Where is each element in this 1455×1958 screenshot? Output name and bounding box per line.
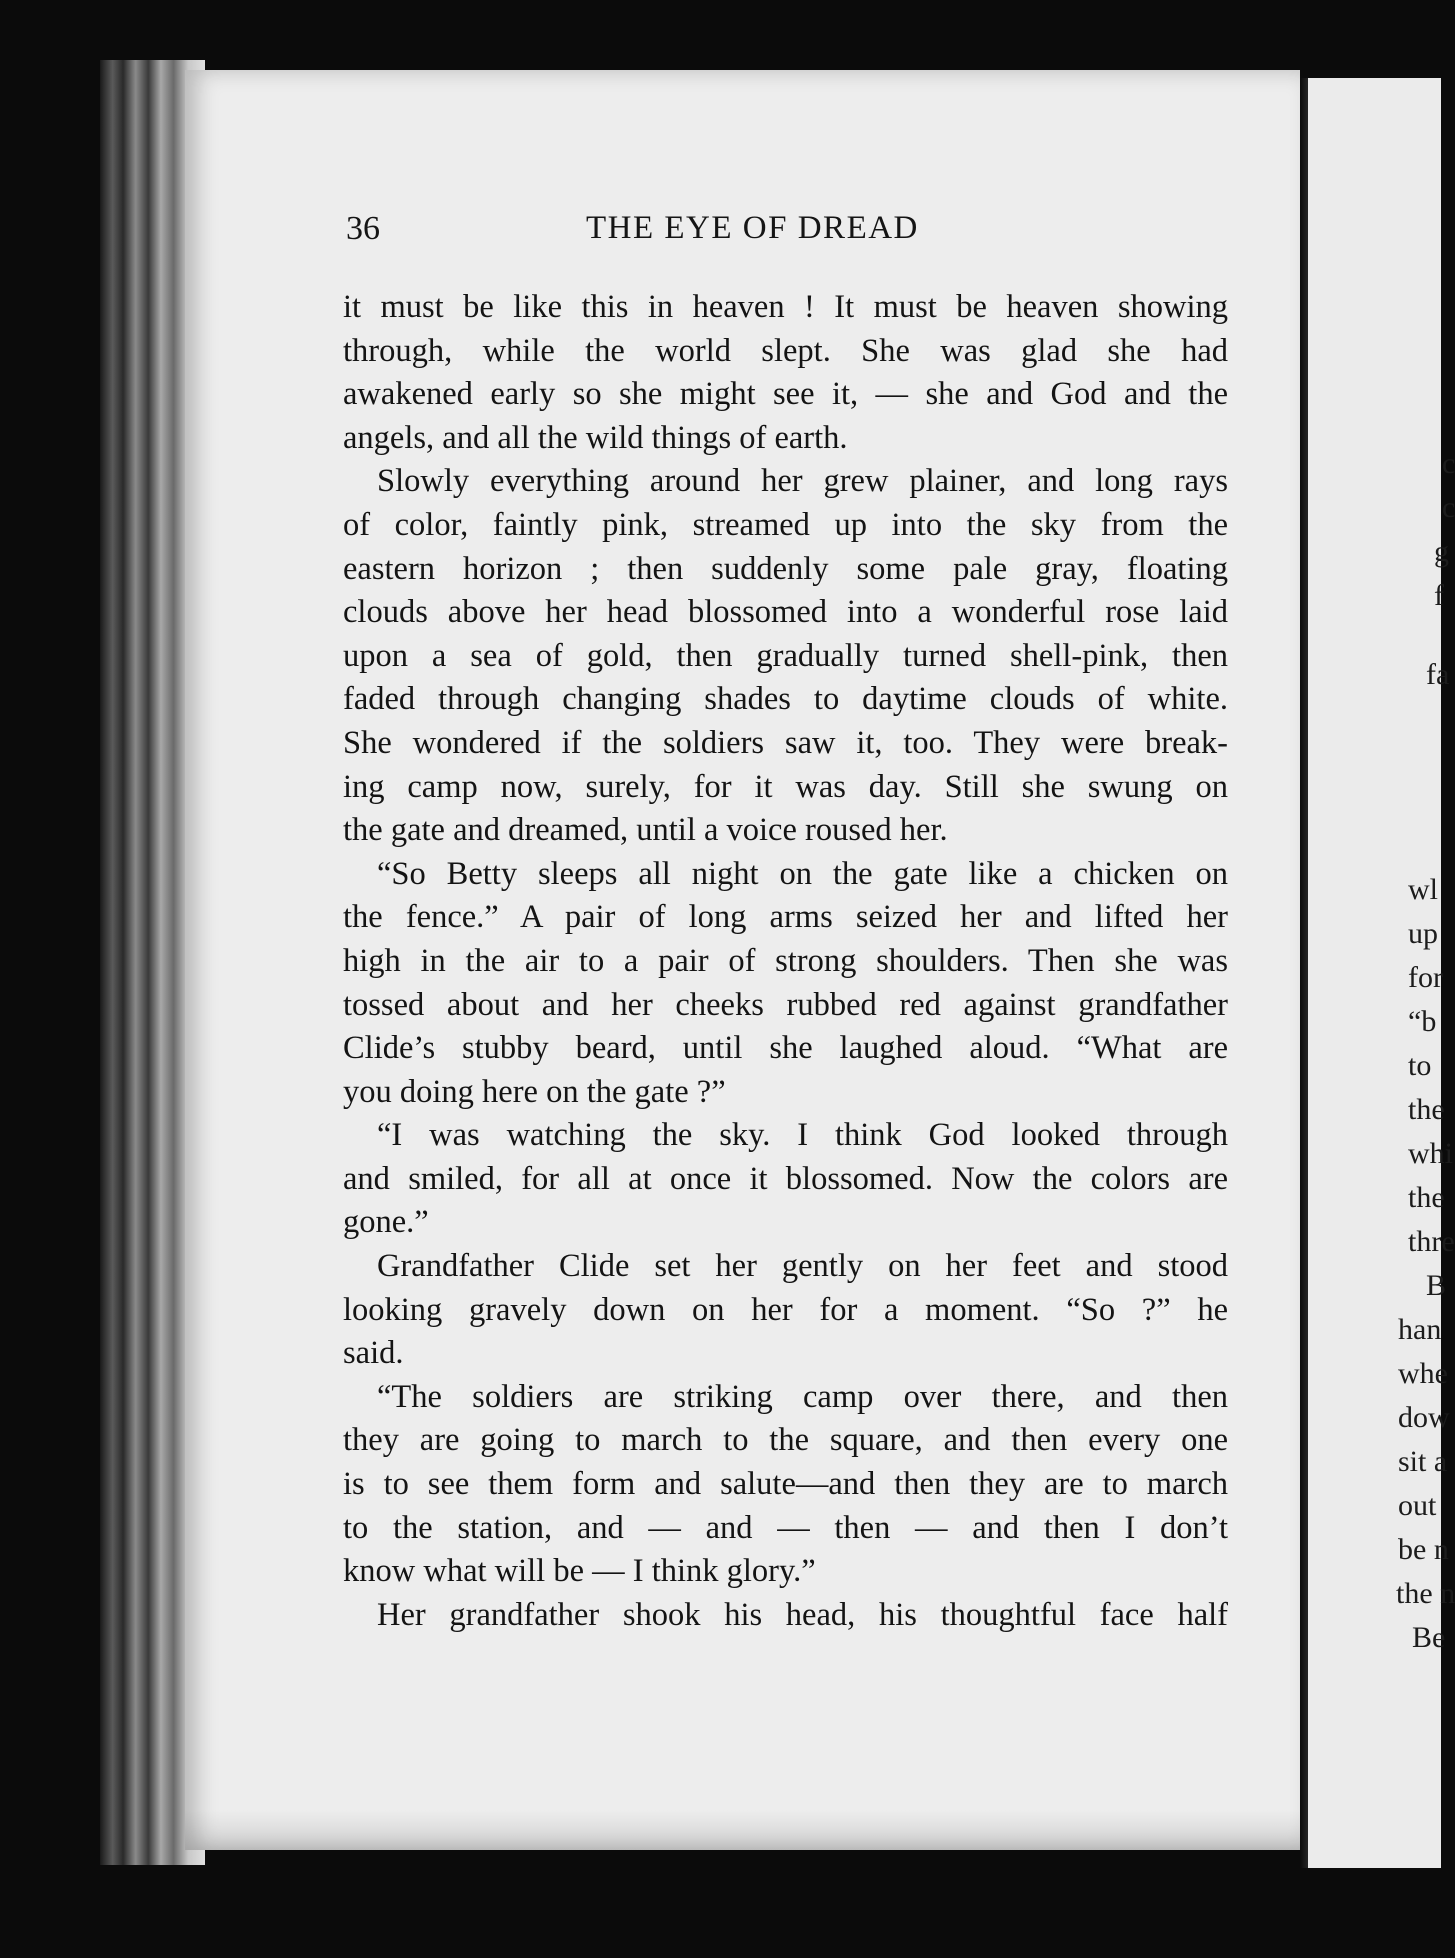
- text-line: awakened early so she might see it, — she and God and the: [343, 376, 1228, 413]
- text-line: the gate and dreamed, until a voice roused her.: [343, 812, 948, 849]
- facing-page-text: sit a: [1398, 1445, 1448, 1478]
- facing-page-text: up: [1408, 917, 1438, 950]
- facing-page-text: the: [1408, 1093, 1445, 1126]
- text-line: upon a sea of gold, then gradually turned shell-pink, then: [343, 637, 1228, 674]
- text-line: Slowly everything around her grew plainer, and long rays: [377, 463, 1228, 500]
- facing-page-text: the n: [1396, 1577, 1455, 1610]
- text-line: gone.”: [343, 1204, 429, 1241]
- facing-page-text: g: [1434, 535, 1449, 568]
- text-line: said.: [343, 1335, 404, 1372]
- body-text: [343, 286, 1228, 1637]
- page-bottom-shadow: [185, 1810, 1300, 1850]
- text-line: it must be like this in heaven ! It must be heaven showing: [343, 289, 1228, 325]
- text-line: Grandfather Clide set her gently on her feet and stood: [377, 1248, 1228, 1285]
- text-line: to the station, and — and — then — and then I don’t: [343, 1509, 1228, 1546]
- facing-page-text: f: [1434, 579, 1444, 612]
- text-line: faded through changing shades to daytime clouds of white.: [343, 681, 1228, 718]
- page-number: 36: [346, 210, 380, 247]
- text-line: “The soldiers are striking camp over there, and then: [377, 1378, 1228, 1415]
- facing-page-text: fa: [1426, 658, 1450, 691]
- text-line: they are going to march to the square, and then every one: [343, 1422, 1228, 1459]
- text-line: is to see them form and salute—and then they are to march: [343, 1466, 1228, 1503]
- facing-page-text: for: [1408, 961, 1443, 994]
- text-line: and smiled, for all at once it blossomed. Now the colors are: [343, 1160, 1228, 1197]
- text-line: “So Betty sleeps all night on the gate like a chicken on: [377, 855, 1228, 892]
- facing-page-text: whi: [1408, 1137, 1453, 1170]
- text-line: She wondered if the soldiers saw it, too. They were break-: [343, 724, 1228, 761]
- facing-page-text: out: [1398, 1489, 1437, 1522]
- facing-page-text: “b: [1408, 1005, 1437, 1038]
- facing-page-text: Be: [1412, 1621, 1446, 1654]
- text-line: know what will be — I think glory.”: [343, 1553, 816, 1590]
- text-line: of color, faintly pink, streamed up into the sky from the: [343, 506, 1228, 543]
- text-line: the fence.” A pair of long arms seized her and lifted her: [343, 899, 1228, 936]
- text-line: looking gravely down on her for a moment. “So ?” he: [343, 1291, 1228, 1328]
- text-line: high in the air to a pair of strong shoulders. Then she was: [343, 942, 1228, 979]
- facing-page-text: whe: [1398, 1357, 1448, 1390]
- text-line: ing camp now, surely, for it was day. Still she swung on: [343, 768, 1228, 805]
- facing-page-text: be n: [1398, 1533, 1449, 1566]
- facing-page-text: wl: [1408, 873, 1438, 906]
- text-line: Her grandfather shook his head, his thoughtful face half: [377, 1596, 1228, 1633]
- facing-page-text: han: [1398, 1313, 1442, 1346]
- text-line: angels, and all the wild things of earth.: [343, 419, 848, 456]
- facing-page-text: the: [1408, 1181, 1445, 1214]
- facing-page-text: thre: [1408, 1225, 1455, 1258]
- text-line: you doing here on the gate ?”: [343, 1073, 726, 1110]
- text-line: clouds above her head blossomed into a wonderful rose laid: [343, 594, 1228, 631]
- text-line: tossed about and her cheeks rubbed red against grandfather: [343, 986, 1228, 1023]
- text-line: through, while the world slept. She was glad she had: [343, 332, 1228, 369]
- facing-page-fragment: c c g f fa wl up for “b to the whi the thre B han whe dow sit a out be n the n Be: [1308, 78, 1441, 1868]
- running-title: THE EYE OF DREAD: [586, 210, 919, 246]
- facing-page-text: B: [1426, 1269, 1447, 1302]
- facing-page-text: dow: [1398, 1401, 1450, 1434]
- text-line: Clide’s stubby beard, until she laughed aloud. “What are: [343, 1030, 1228, 1067]
- text-line: eastern horizon ; then suddenly some pale gray, floating: [343, 550, 1228, 587]
- facing-page-text: to: [1408, 1049, 1432, 1082]
- text-line: “I was watching the sky. I think God looked through: [377, 1117, 1228, 1154]
- page-header: [346, 210, 1236, 260]
